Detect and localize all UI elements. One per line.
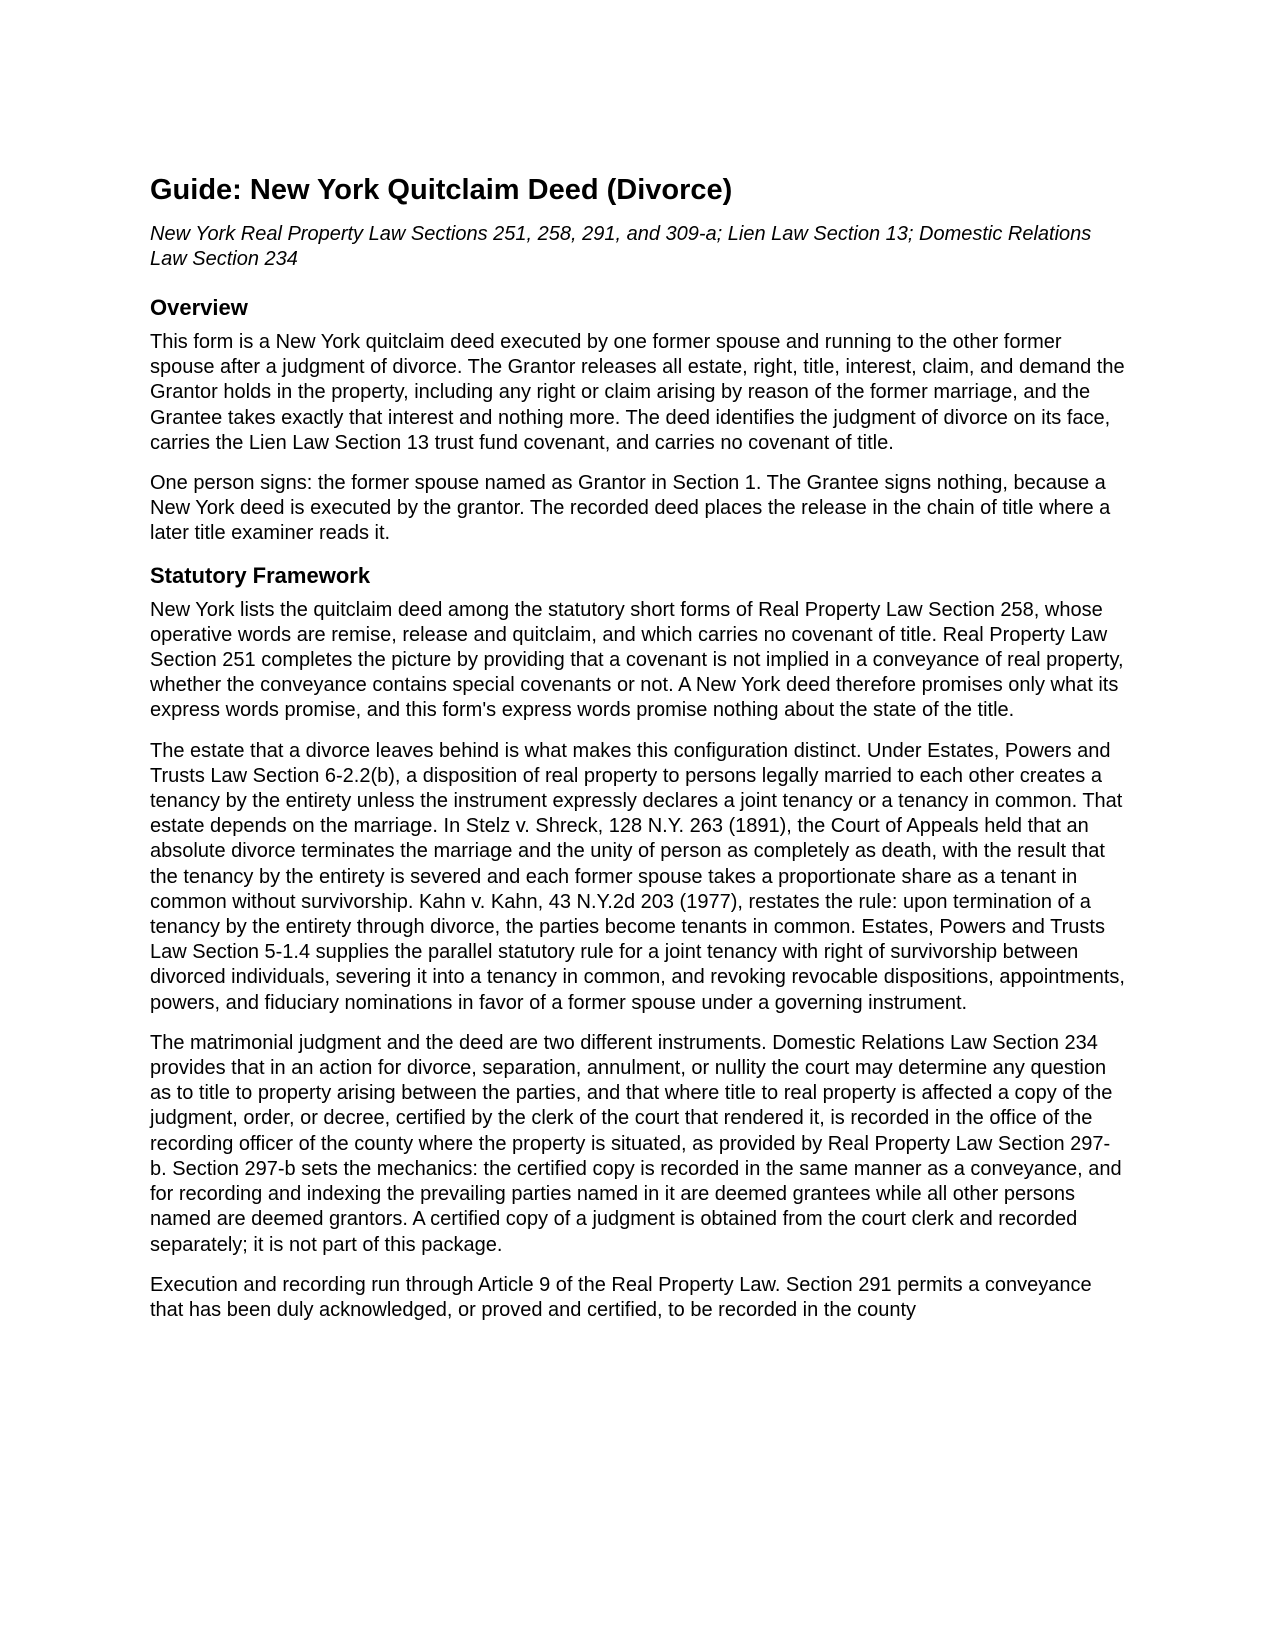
paragraph: The matrimonial judgment and the deed are two different instruments. Domestic Relations Law Section 234 provides that in an action for divorce, separation, annulment, or nullity the court may determine any question as to title to property arising between the parties, and that where title to real property is affected a copy of the judgment, order, or decree, certified by the clerk of the court that rendered it, is recorded in the office of the recording officer of the county where the property is situated, as provided by Real Property Law Section 297-b. Section 297-b sets the mechanics: the certified copy is recorded in the same manner as a conveyance, and for recording and indexing the prevailing parties named in it are deemed grantees while all other persons named are deemed grantors. A certified copy of a judgment is obtained from the court clerk and recorded separately; it is not part of this package. — [150, 1031, 1122, 1256]
page-title: Guide: New York Quitclaim Deed (Divorce) — [150, 174, 733, 206]
section-heading: Statutory Framework — [150, 562, 371, 588]
section-overview — [150, 294, 1125, 547]
section-statutory-framework — [150, 562, 1125, 1323]
paragraph: The estate that a divorce leaves behind is what makes this configuration distinct. Under Estates, Powers and Trusts Law Section 6-2.2(b), a disposition of real property to persons legally married to each other creates a tenancy by the entirety unless the instrument expressly declares a joint tenancy or a tenancy in common. That estate depends on the marriage. In Stelz v. Shreck, 128 N.Y. 263 (1891), the Court of Appeals held that an absolute divorce terminates the marriage and the unity of person as completely as death, with the result that the tenancy by the entirety is severed and each former spouse takes a proportionate share as a tenant in common without survivorship. Kahn v. Kahn, 43 N.Y.2d 203 (1977), restates the rule: upon termination of a tenancy by the entirety through divorce, the parties become tenants in common. Estates, Powers and Trusts Law Section 5-1.4 supplies the parallel statutory rule for a joint tenancy with right of survivorship between divorced individuals, severing it into a tenancy in common, and revoking revocable dispositions, appointments, powers, and fiduciary nominations in favor of a former spouse under a governing instrument. — [150, 739, 1125, 1014]
paragraph: One person signs: the former spouse named as Grantor in Section 1. The Grantee signs nothing, because a New York deed is executed by the grantor. The recorded deed places the release in the chain of title where a later title examiner reads it. — [150, 472, 1111, 545]
paragraph: New York lists the quitclaim deed among the statutory short forms of Real Property Law Section 258, whose operative words are remise, release and quitclaim, and which carries no covenant of title. Real Property Law Section 251 completes the picture by providing that a covenant is not implied in a conveyance of real property, whether the conveyance contains special covenants or not. A New York deed therefore promises only what its express words promise, and this form's express words promise nothing about the state of the title. — [150, 598, 1124, 722]
statute-citation-subtitle: New York Real Property Law Sections 251, 258, 291, and 309-a; Lien Law Section 13; Domestic Relations Law Section 234 — [150, 223, 1092, 270]
paragraph: This form is a New York quitclaim deed executed by one former spouse and running to the other former spouse after a judgment of divorce. The Grantor releases all estate, right, title, interest, claim, and demand the Grantor holds in the property, including any right or claim arising by reason of the former marriage, and the Grantee takes exactly that interest and nothing more. The deed identifies the judgment of divorce on its face, carries the Lien Law Section 13 trust fund covenant, and carries no covenant of title. — [150, 331, 1125, 454]
paragraph: Execution and recording run through Article 9 of the Real Property Law. Section 291 permits a conveyance that has been duly acknowledged, or proved and certified, to be recorded in the county — [150, 1273, 1092, 1321]
document-body — [150, 172, 1125, 1338]
section-heading: Overview — [150, 295, 248, 320]
